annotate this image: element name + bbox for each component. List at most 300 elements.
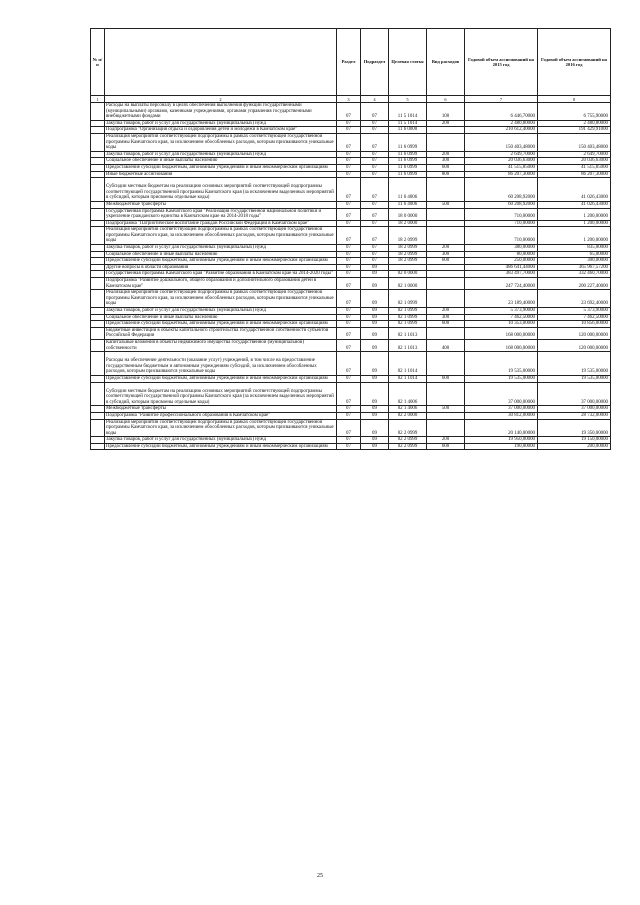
row-name-cell: Другие вопросы в области образования: [105, 264, 337, 271]
row-subsection-cell: 07: [361, 133, 389, 151]
row-2015-cell: 80,00000: [465, 251, 538, 258]
table-row: [91, 327, 611, 339]
row-2016-cell: 19 535,00000: [538, 375, 611, 382]
row-section-cell: 07: [337, 251, 361, 258]
row-number-cell: [91, 151, 105, 158]
row-number-cell: [91, 406, 105, 413]
row-2016-cell: 2 480,80000: [538, 120, 611, 127]
row-2015-cell: 247 724,40000: [465, 278, 538, 290]
row-section-cell: 07: [337, 314, 361, 321]
row-section-cell: 07: [337, 120, 361, 127]
row-target-cell: 02 1 0999: [389, 321, 427, 328]
row-section-cell: 07: [337, 158, 361, 165]
row-name-cell: Субсидии местным бюджетам на реализацию основных мероприятий соответствующей подпрограммы соответствующей государственной программы Камчатского края (за исключением выделенных мероприятий в субсидий, которым присвоены отдельные коды): [105, 178, 337, 202]
row-2016-cell: 19 350,00000: [538, 419, 611, 437]
row-2015-cell: 190,00000: [465, 443, 538, 450]
row-name-cell: Государственная программа Камчатского края "Развитие образования в Камчатском крае на 2014-2020 годы": [105, 271, 337, 278]
row-name-cell: Предоставление субсидий бюджетным, автономным учреждениям и иным некоммерческим организациям: [105, 321, 337, 328]
table-row: [91, 220, 611, 227]
row-name-cell: Подпрограмма "Организация отдыха и оздоровления детей и молодежи в Камчатском крае": [105, 127, 337, 134]
column-number: 6: [427, 96, 465, 103]
row-2015-cell: 168 000,00000: [465, 339, 538, 351]
row-2015-cell: 6 446,70000: [465, 103, 538, 121]
row-number-cell: [91, 339, 105, 351]
row-2016-cell: 1 200,00000: [538, 227, 611, 245]
row-2016-cell: 10 856,00000: [538, 321, 611, 328]
row-2015-cell: 710,00000: [465, 208, 538, 220]
table-row: [91, 158, 611, 165]
row-2016-cell: 1 200,00000: [538, 220, 611, 227]
header-expense-type: Вид расходов: [427, 29, 465, 96]
row-2015-cell: 37 000,00000: [465, 382, 538, 406]
row-number-cell: [91, 164, 105, 171]
table-row: [91, 339, 611, 351]
row-name-cell: Расходы на выплаты персоналу в целях обеспечения выполнения функций государственными (муниципальными) органами, казенными учреждениями, органами управления государственными внебюджетными фондами: [105, 103, 337, 121]
row-subsection-cell: 07: [361, 258, 389, 265]
row-expense-cell: [427, 352, 465, 376]
row-expense-cell: 600: [427, 321, 465, 328]
row-expense-cell: 300: [427, 251, 465, 258]
table-row: [91, 164, 611, 171]
row-expense-cell: [427, 278, 465, 290]
budget-table-sheet: [90, 28, 610, 450]
row-number-cell: [91, 412, 105, 419]
row-2015-cell: 60 208,92000: [465, 201, 538, 208]
row-2015-cell: 19 950,00000: [465, 437, 538, 444]
row-2016-cell: 41 515,85000: [538, 164, 611, 171]
table-body: [91, 103, 611, 450]
row-expense-cell: 400: [427, 339, 465, 351]
row-2016-cell: 37 000,00000: [538, 406, 611, 413]
row-name-cell: Реализация мероприятий соответствующей подпрограммы в рамках соответствующей государственной программы Камчатского края, за исключением обособленных расходов, которым присваиваются уникальные коды: [105, 419, 337, 437]
row-name-cell: Реализация мероприятий соответствующей подпрограммы в рамках соответствующей государственной программы Камчатского края, за исключением обособленных расходов, которым присваиваются уникальные коды: [105, 133, 337, 151]
row-expense-cell: 300: [427, 158, 465, 165]
table-row: [91, 443, 611, 450]
row-target-cell: 11 6 0999: [389, 133, 427, 151]
row-expense-cell: [427, 382, 465, 406]
table-row: [91, 127, 611, 134]
header-subsection: Подраздел: [361, 29, 389, 96]
row-target-cell: 02 1 0999: [389, 314, 427, 321]
row-section-cell: 07: [337, 201, 361, 208]
row-subsection-cell: 07: [361, 158, 389, 165]
row-2016-cell: 120 000,00000: [538, 327, 611, 339]
row-target-cell: 02 1 1014: [389, 375, 427, 382]
table-row: [91, 271, 611, 278]
table-row: [91, 178, 611, 202]
row-subsection-cell: 09: [361, 352, 389, 376]
row-name-cell: Социальное обеспечение и иные выплаты населению: [105, 158, 337, 165]
row-subsection-cell: 09: [361, 443, 389, 450]
table-row: [91, 382, 611, 406]
row-expense-cell: 600: [427, 443, 465, 450]
table-row: [91, 290, 611, 308]
row-number-cell: [91, 133, 105, 151]
row-subsection-cell: 09: [361, 327, 389, 339]
column-number: 8: [538, 96, 611, 103]
row-2016-cell: 6 755,90000: [538, 103, 611, 121]
header-name: [105, 29, 337, 96]
row-subsection-cell: 09: [361, 339, 389, 351]
row-subsection-cell: 09: [361, 437, 389, 444]
row-subsection-cell: 07: [361, 201, 389, 208]
row-2016-cell: 5 373,90000: [538, 308, 611, 315]
row-section-cell: 07: [337, 290, 361, 308]
row-2015-cell: 486 641,44000: [465, 264, 538, 271]
row-subsection-cell: 09: [361, 375, 389, 382]
row-expense-cell: [427, 271, 465, 278]
table-row: [91, 419, 611, 437]
row-2015-cell: 210 612,40000: [465, 127, 538, 134]
row-number-cell: [91, 437, 105, 444]
row-expense-cell: 500: [427, 201, 465, 208]
row-target-cell: 11 6 4006: [389, 201, 427, 208]
header-section: Раздел: [337, 29, 361, 96]
row-2016-cell: 37 000,00000: [538, 382, 611, 406]
row-target-cell: 02 1 0999: [389, 308, 427, 315]
row-number-cell: [91, 227, 105, 245]
row-2016-cell: 835,00000: [538, 245, 611, 252]
row-number-cell: [91, 271, 105, 278]
row-subsection-cell: 09: [361, 290, 389, 308]
row-2016-cell: 2 649,70000: [538, 151, 611, 158]
row-expense-cell: 200: [427, 245, 465, 252]
row-2015-cell: 710,00000: [465, 220, 538, 227]
row-target-cell: 18 2 0999: [389, 245, 427, 252]
row-2016-cell: 150 403,48000: [538, 133, 611, 151]
row-2015-cell: 37 000,00000: [465, 406, 538, 413]
table-header-row: [91, 29, 611, 96]
row-name-cell: Закупка товаров, работ и услуг для государственных (муниципальных) нужд: [105, 308, 337, 315]
header-allocation-2016: Годовой объем ассигнований на 2016 год: [538, 29, 611, 96]
row-target-cell: 18 2 0999: [389, 251, 427, 258]
row-target-cell: 02 2 0999: [389, 443, 427, 450]
row-target-cell: [389, 264, 427, 271]
row-target-cell: 11 5 1014: [389, 120, 427, 127]
column-number: 4: [361, 96, 389, 103]
header-allocation-2015: Годовой объем ассигнований на 2015 год: [465, 29, 538, 96]
row-name-cell: Реализация мероприятий соответствующей подпрограммы в рамках соответствующей государственной программы Камчатского края, за исключением обособленных расходов, которым присваиваются уникальные коды: [105, 290, 337, 308]
row-subsection-cell: 09: [361, 264, 389, 271]
header-target-article: Целевая статья: [389, 29, 427, 96]
row-number-cell: [91, 419, 105, 437]
row-2015-cell: 710,00000: [465, 227, 538, 245]
row-name-cell: Иные бюджетные ассигнования: [105, 171, 337, 178]
row-section-cell: 07: [337, 208, 361, 220]
row-2016-cell: 1 200,00000: [538, 208, 611, 220]
row-section-cell: 07: [337, 271, 361, 278]
row-subsection-cell: 07: [361, 220, 389, 227]
table-row: [91, 120, 611, 127]
row-expense-cell: 200: [427, 120, 465, 127]
row-expense-cell: [427, 412, 465, 419]
row-2015-cell: 86 207,30000: [465, 171, 538, 178]
table-row: [91, 245, 611, 252]
row-expense-cell: 100: [427, 103, 465, 121]
row-expense-cell: [427, 208, 465, 220]
row-number-cell: [91, 314, 105, 321]
row-2015-cell: 2 480,80000: [465, 120, 538, 127]
row-target-cell: 02 1 0999: [389, 290, 427, 308]
row-subsection-cell: 09: [361, 321, 389, 328]
table-row: [91, 314, 611, 321]
row-subsection-cell: 09: [361, 308, 389, 315]
row-expense-cell: [427, 264, 465, 271]
row-name-cell: Закупка товаров, работ и услуг для государственных (муниципальных) нужд: [105, 437, 337, 444]
row-section-cell: 07: [337, 133, 361, 151]
row-2015-cell: 41 515,85000: [465, 164, 538, 171]
budget-table: [90, 28, 611, 450]
table-row: [91, 278, 611, 290]
row-section-cell: 07: [337, 278, 361, 290]
row-subsection-cell: 09: [361, 278, 389, 290]
row-target-cell: 18 2 0999: [389, 227, 427, 245]
table-row: [91, 375, 611, 382]
row-number-cell: [91, 352, 105, 376]
row-target-cell: 02 1 4006: [389, 406, 427, 413]
header-number: № п/п: [91, 29, 105, 96]
row-name-cell: Закупка товаров, работ и услуг для государственных (муниципальных) нужд: [105, 151, 337, 158]
row-subsection-cell: 09: [361, 314, 389, 321]
row-number-cell: [91, 103, 105, 121]
row-section-cell: 07: [337, 321, 361, 328]
row-expense-cell: [427, 220, 465, 227]
row-subsection-cell: 09: [361, 271, 389, 278]
row-name-cell: Предоставление субсидий бюджетным, автономным учреждениям и иным некоммерческим организациям: [105, 164, 337, 171]
row-number-cell: [91, 375, 105, 382]
row-expense-cell: [427, 127, 465, 134]
row-name-cell: Предоставление субсидий бюджетным, автономным учреждениям и иным некоммерческим организациям: [105, 443, 337, 450]
row-2015-cell: 150 403,48000: [465, 133, 538, 151]
row-2016-cell: 332 460,70000: [538, 271, 611, 278]
row-2015-cell: 7 462,50000: [465, 314, 538, 321]
table-row: [91, 103, 611, 121]
row-2015-cell: 20 036,63000: [465, 158, 538, 165]
row-2015-cell: 250,00000: [465, 258, 538, 265]
row-target-cell: 02 2 0999: [389, 437, 427, 444]
row-2016-cell: 19 535,00000: [538, 352, 611, 376]
row-section-cell: 07: [337, 382, 361, 406]
table-row: [91, 437, 611, 444]
row-target-cell: 02 1 0000: [389, 278, 427, 290]
row-section-cell: 07: [337, 339, 361, 351]
row-expense-cell: 300: [427, 314, 465, 321]
row-2016-cell: 86 207,30000: [538, 171, 611, 178]
column-number-row: [91, 96, 611, 103]
row-section-cell: 07: [337, 419, 361, 437]
row-subsection-cell: 07: [361, 127, 389, 134]
row-expense-cell: [427, 327, 465, 339]
row-section-cell: 07: [337, 258, 361, 265]
row-section-cell: 07: [337, 103, 361, 121]
row-target-cell: 18 2 0000: [389, 220, 427, 227]
column-number: 5: [389, 96, 427, 103]
row-2016-cell: 65,00000: [538, 251, 611, 258]
row-subsection-cell: 07: [361, 171, 389, 178]
row-expense-cell: 600: [427, 258, 465, 265]
row-subsection-cell: 07: [361, 151, 389, 158]
row-number-cell: [91, 327, 105, 339]
row-target-cell: 18 2 0999: [389, 258, 427, 265]
row-number-cell: [91, 208, 105, 220]
row-section-cell: 07: [337, 406, 361, 413]
row-number-cell: [91, 321, 105, 328]
row-target-cell: 11 5 1014: [389, 103, 427, 121]
row-target-cell: 11 6 0999: [389, 151, 427, 158]
row-target-cell: 11 6 4006: [389, 178, 427, 202]
row-expense-cell: [427, 419, 465, 437]
row-section-cell: 07: [337, 264, 361, 271]
row-name-cell: Бюджетные инвестиции в объекты капитального строительства государственной собственности субъектов Российской Федерации: [105, 327, 337, 339]
table-row: [91, 412, 611, 419]
row-target-cell: 11 6 0999: [389, 164, 427, 171]
row-2015-cell: 383 497,70000: [465, 271, 538, 278]
table-row: [91, 133, 611, 151]
row-section-cell: 07: [337, 164, 361, 171]
row-name-cell: Предоставление субсидий бюджетным, автономным учреждениям и иным некоммерческим организациям: [105, 375, 337, 382]
page-number: 25: [317, 873, 323, 879]
row-2015-cell: 380,00000: [465, 245, 538, 252]
row-name-cell: Субсидии местным бюджетам на реализацию основных мероприятий соответствующей подпрограммы соответствующей государственной программы Камчатского края (за исключением выделенных мероприятий в субсидий, которым присвоены отдельные коды): [105, 382, 337, 406]
row-name-cell: Межбюджетные трансферты: [105, 201, 337, 208]
column-number: 3: [337, 96, 361, 103]
table-row: [91, 352, 611, 376]
row-name-cell: Межбюджетные трансферты: [105, 406, 337, 413]
row-2016-cell: 19 150,00000: [538, 437, 611, 444]
row-subsection-cell: 09: [361, 419, 389, 437]
row-subsection-cell: 07: [361, 164, 389, 171]
table-row: [91, 251, 611, 258]
row-2016-cell: 41 026,43000: [538, 201, 611, 208]
row-target-cell: 02 2 0000: [389, 412, 427, 419]
table-row: [91, 171, 611, 178]
row-target-cell: 02 2 0999: [389, 419, 427, 437]
row-2015-cell: 20 140,00000: [465, 419, 538, 437]
row-name-cell: Капитальные вложения в объекты недвижимого имущества государственной (муниципальной) собственности: [105, 339, 337, 351]
row-2015-cell: 23 189,40000: [465, 290, 538, 308]
column-number: 7: [465, 96, 538, 103]
row-name-cell: Закупка товаров, работ и услуг для государственных (муниципальных) нужд: [105, 120, 337, 127]
row-2015-cell: 5 373,90000: [465, 308, 538, 315]
row-section-cell: 07: [337, 127, 361, 134]
row-section-cell: 07: [337, 151, 361, 158]
row-section-cell: 07: [337, 171, 361, 178]
row-target-cell: 02 0 0000: [389, 271, 427, 278]
row-number-cell: [91, 258, 105, 265]
row-2016-cell: 7 462,50000: [538, 314, 611, 321]
row-number-cell: [91, 382, 105, 406]
row-name-cell: Предоставление субсидий бюджетным, автономным учреждениям и иным некоммерческим организациям: [105, 258, 337, 265]
row-number-cell: [91, 245, 105, 252]
row-expense-cell: [427, 178, 465, 202]
row-2016-cell: 300,00000: [538, 258, 611, 265]
row-2015-cell: 2 649,70000: [465, 151, 538, 158]
row-name-cell: Реализация мероприятий соответствующей подпрограммы в рамках соответствующей государственной программы Камчатского края, за исключением обособленных расходов, которым присваиваются уникальные коды: [105, 227, 337, 245]
row-target-cell: 11 6 0000: [389, 127, 427, 134]
row-number-cell: [91, 120, 105, 127]
row-2015-cell: 19 535,00000: [465, 375, 538, 382]
row-subsection-cell: 07: [361, 208, 389, 220]
row-2016-cell: 23 692,40000: [538, 290, 611, 308]
row-target-cell: 02 1 4006: [389, 382, 427, 406]
row-2016-cell: 20 036,63000: [538, 158, 611, 165]
row-section-cell: 07: [337, 227, 361, 245]
row-2016-cell: 120 000,00000: [538, 339, 611, 351]
row-name-cell: Закупка товаров, работ и услуг для государственных (муниципальных) нужд: [105, 245, 337, 252]
row-section-cell: 07: [337, 437, 361, 444]
row-section-cell: 07: [337, 375, 361, 382]
row-expense-cell: 600: [427, 164, 465, 171]
row-subsection-cell: 09: [361, 406, 389, 413]
row-2016-cell: 28 732,00000: [538, 412, 611, 419]
row-section-cell: 07: [337, 308, 361, 315]
row-subsection-cell: 09: [361, 382, 389, 406]
row-expense-cell: 200: [427, 151, 465, 158]
row-target-cell: 11 6 0999: [389, 171, 427, 178]
table-row: [91, 406, 611, 413]
row-number-cell: [91, 220, 105, 227]
row-expense-cell: [427, 290, 465, 308]
row-subsection-cell: 07: [361, 120, 389, 127]
row-number-cell: [91, 251, 105, 258]
table-row: [91, 208, 611, 220]
row-section-cell: 07: [337, 220, 361, 227]
row-section-cell: 07: [337, 327, 361, 339]
row-subsection-cell: 07: [361, 103, 389, 121]
row-target-cell: 02 1 1013: [389, 339, 427, 351]
row-number-cell: [91, 171, 105, 178]
row-expense-cell: 200: [427, 437, 465, 444]
row-2016-cell: 41 026,43000: [538, 178, 611, 202]
row-2016-cell: 191 429,91000: [538, 127, 611, 134]
row-number-cell: [91, 278, 105, 290]
table-row: [91, 321, 611, 328]
table-row: [91, 227, 611, 245]
row-name-cell: Подпрограмма "Патриотическое воспитание граждан Российской Федерации в Камчатском крае": [105, 220, 337, 227]
row-name-cell: Подпрограмма "Развитие дошкольного, общего образования и дополнительного образования детей в Камчатском крае": [105, 278, 337, 290]
row-2016-cell: 365 967,57200: [538, 264, 611, 271]
row-subsection-cell: 07: [361, 245, 389, 252]
row-number-cell: [91, 178, 105, 202]
row-name-cell: Социальное обеспечение и иные выплаты населению: [105, 314, 337, 321]
row-section-cell: 07: [337, 443, 361, 450]
row-2016-cell: 200,00000: [538, 443, 611, 450]
row-target-cell: 11 6 0999: [389, 158, 427, 165]
row-expense-cell: 500: [427, 406, 465, 413]
row-section-cell: 07: [337, 412, 361, 419]
row-2015-cell: 30 812,00000: [465, 412, 538, 419]
row-section-cell: 07: [337, 352, 361, 376]
row-number-cell: [91, 201, 105, 208]
row-2015-cell: 10 353,00000: [465, 321, 538, 328]
row-expense-cell: 200: [427, 308, 465, 315]
row-subsection-cell: 07: [361, 251, 389, 258]
row-2015-cell: 60 208,92000: [465, 178, 538, 202]
row-2015-cell: 19 535,00000: [465, 352, 538, 376]
row-2016-cell: 200 227,40000: [538, 278, 611, 290]
row-2015-cell: 168 000,00000: [465, 327, 538, 339]
row-name-cell: Государственная программа Камчатского края "Реализация государственной национальной политики и укрепление гражданского единства в Камчатском крае на 2014-2018 годы": [105, 208, 337, 220]
table-row: [91, 264, 611, 271]
row-target-cell: 02 1 1014: [389, 352, 427, 376]
row-subsection-cell: 07: [361, 178, 389, 202]
row-subsection-cell: 07: [361, 227, 389, 245]
column-number: 2: [105, 96, 337, 103]
row-number-cell: [91, 443, 105, 450]
row-number-cell: [91, 264, 105, 271]
row-name-cell: Подпрограмма "Развитие профессионального образования в Камчатском крае": [105, 412, 337, 419]
row-number-cell: [91, 158, 105, 165]
